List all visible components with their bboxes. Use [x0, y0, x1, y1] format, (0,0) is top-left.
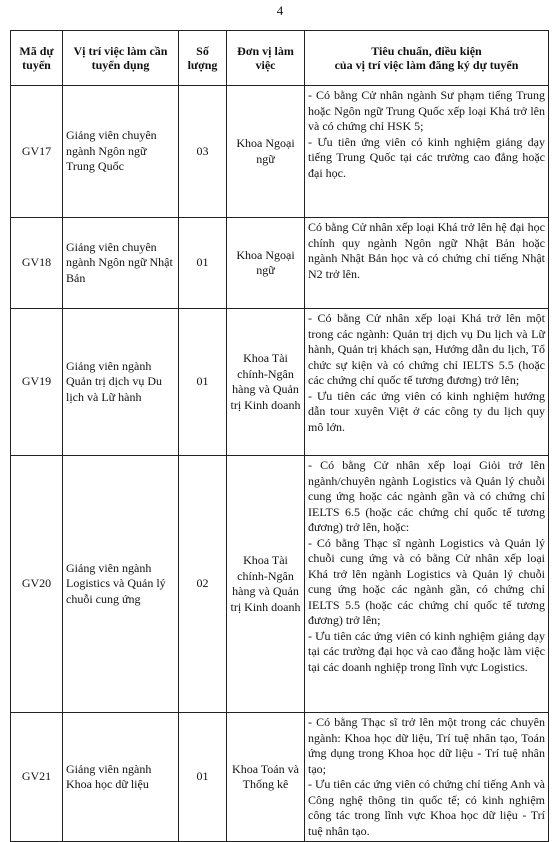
header-position: Vị trí việc làm cần tuyển dụng: [63, 31, 179, 86]
requirement-item: - Ưu tiên các ứng viên có chứng chỉ tiếng Anh và Công nghệ thông tin quốc tế; có kinh nghiệm công tác trong lĩnh vực Khoa học dữ liệu - Trí tuệ nhân tạo.: [308, 777, 545, 838]
cell-quantity: 02: [179, 456, 227, 713]
cell-unit: Khoa Ngoại ngữ: [227, 218, 305, 309]
requirement-item: - Ưu tiên các ứng viên có kinh nghiệm hướng dẫn tour xuyên Việt ở các công ty du lịch quy mô lớn.: [308, 388, 545, 434]
table-row: [11, 309, 549, 456]
cell-requirements: [305, 218, 549, 309]
cell-quantity: 01: [179, 218, 227, 309]
cell-code: GV20: [11, 456, 63, 713]
cell-quantity: 03: [179, 86, 227, 218]
cell-unit: Khoa Tài chính-Ngân hàng và Quản trị Kinh doanh: [227, 309, 305, 456]
cell-unit: Khoa Toán và Thống kê: [227, 713, 305, 842]
requirement-item: - Có bằng Thạc sĩ ngành Logistics và Quản lý chuỗi cung ứng và có bằng Cử nhân xếp loại Khá trở lên ngành Logistics và Quản lý chuỗi cung ứng hoặc các ngành gần, có chứng chỉ IELTS 5.5 (hoặc các chứng chỉ quốc tế tương đương) trở lên;: [308, 535, 545, 627]
requirement-item: - Ưu tiên ứng viên có kinh nghiệm giảng dạy tiếng Trung Quốc tại các trường cao đẳng hoặc đại học.: [308, 134, 545, 180]
table-row: [11, 713, 549, 842]
cell-quantity: 01: [179, 713, 227, 842]
table-row: [11, 456, 549, 713]
cell-code: GV17: [11, 86, 63, 218]
cell-quantity: 01: [179, 309, 227, 456]
cell-unit: Khoa Tài chính-Ngân hàng và Quản trị Kinh doanh: [227, 456, 305, 713]
recruitment-table: [10, 30, 549, 842]
header-quantity: Số lượng: [179, 31, 227, 86]
cell-requirements: [305, 713, 549, 842]
cell-code: GV18: [11, 218, 63, 309]
requirement-item: Có bằng Cử nhân xếp loại Khá trở lên hệ đại học chính quy ngành Ngôn ngữ Nhật Bản hoặc ngành Nhật Bản học và có chứng chỉ tiếng Nhật N2 trở lên.: [308, 220, 545, 281]
cell-position: Giảng viên ngành Quản trị dịch vụ Du lịch và Lữ hành: [63, 309, 179, 456]
cell-requirements: [305, 456, 549, 713]
cell-position: Giảng viên chuyên ngành Ngôn ngữ Nhật Bản: [63, 218, 179, 309]
table-row: [11, 86, 549, 218]
requirement-item: - Ưu tiên các ứng viên có kinh nghiệm giảng dạy tại các trường đại học và cao đẳng hoặc làm việc tại các doanh nghiệp trong lĩnh vực Logistics.: [308, 628, 545, 674]
cell-requirements: [305, 309, 549, 456]
cell-code: GV19: [11, 309, 63, 456]
cell-position: Giảng viên ngành Khoa học dữ liệu: [63, 713, 179, 842]
cell-unit: Khoa Ngoại ngữ: [227, 86, 305, 218]
header-requirements: [305, 31, 549, 86]
requirement-item: - Có bằng Cử nhân xếp loại Giỏi trở lên ngành/chuyên ngành Logistics và Quản lý chuỗi cung ứng hoặc các ngành gần và có chứng chỉ IELTS 6.5 (hoặc các chứng chỉ quốc tế tương đương) trở lên, hoặc:: [308, 458, 545, 534]
header-unit: Đơn vị làm việc: [227, 31, 305, 86]
table-header-row: [11, 31, 549, 86]
header-requirements-line-2: của vị trí việc làm đăng ký dự tuyển: [334, 58, 519, 72]
cell-position: Giảng viên ngành Logistics và Quản lý chuỗi cung ứng: [63, 456, 179, 713]
page-number: 4: [276, 3, 284, 18]
header-code: Mã dự tuyển: [11, 31, 63, 86]
requirement-item: - Có bằng Cử nhân xếp loại Khá trở lên một trong các ngành: Quản trị dịch vụ Du lịch và Lữ hành, Quản trị khách sạn, Hướng dẫn du lịch, Tổ chức sự kiện và có chứng chỉ IELTS 5.5 (hoặc các chứng chỉ quốc tế tương đương) trở lên;: [308, 311, 545, 387]
requirement-item: - Có bằng Cử nhân ngành Sư phạm tiếng Trung hoặc Ngôn ngữ Trung Quốc xếp loại Khá trở lên và có chứng chỉ HSK 5;: [308, 88, 545, 133]
header-requirements-line-1: Tiêu chuẩn, điều kiện: [371, 44, 482, 58]
cell-requirements: [305, 86, 549, 218]
table-row: [11, 218, 549, 309]
cell-position: Giảng viên chuyên ngành Ngôn ngữ Trung Quốc: [63, 86, 179, 218]
requirement-item: - Có bằng Thạc sĩ trở lên một trong các chuyên ngành: Khoa học dữ liệu, Trí tuệ nhân tạo, Toán ứng dụng trong Khoa học dữ liệu - Trí tuệ nhân tạo;: [308, 715, 545, 776]
cell-code: GV21: [11, 713, 63, 842]
